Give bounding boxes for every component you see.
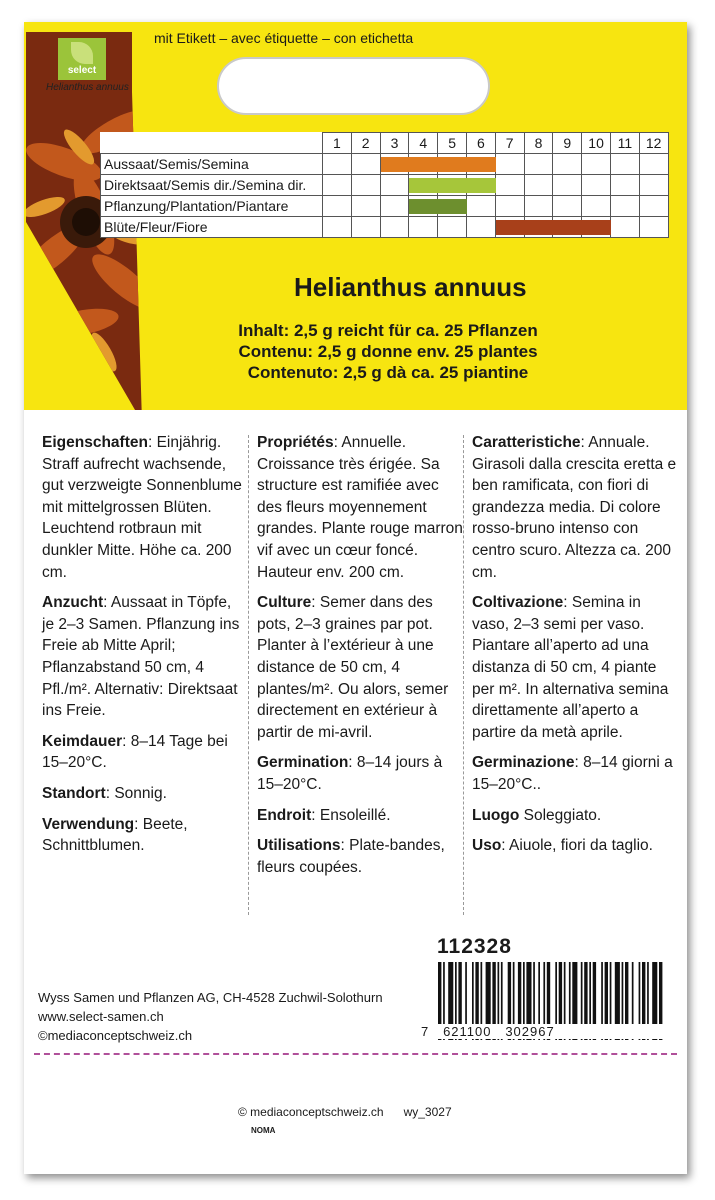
- calendar-row-label: Aussaat/Semis/Semina: [101, 154, 323, 175]
- description-paragraph: [42, 814, 247, 857]
- paragraph-heading: Anzucht: [42, 594, 104, 612]
- logo-text: select: [67, 65, 97, 76]
- contents-block: [238, 320, 538, 383]
- column-german: [42, 432, 247, 866]
- month-label: 2: [351, 133, 380, 154]
- contents-fr: Contenu: 2,5 g donne env. 25 plantes: [238, 342, 538, 361]
- calendar-row: [101, 154, 669, 175]
- paragraph-text: : Sonnig.: [105, 784, 167, 802]
- paragraph-text: : Plate-bandes, fleurs coupées.: [257, 837, 445, 876]
- paragraph-text: : Semer dans des pots, 2–3 graines par pot. Planter à l’extérieur à une distance de 50 cm, 4 plantes/m². Ou alors, semer directement en extérieur à partir de mi-avril.: [257, 594, 449, 741]
- month-label: 3: [380, 133, 409, 154]
- cut-line: [34, 1053, 677, 1055]
- yellow-header-panel: [24, 22, 687, 410]
- paragraph-heading: Uso: [472, 837, 502, 855]
- month-label: 12: [639, 133, 668, 154]
- month-label: 7: [495, 133, 524, 154]
- barcode-digits: 7 621100 302967: [419, 1024, 671, 1039]
- contents-it: Contenuto: 2,5 g dà ca. 25 piantine: [247, 363, 529, 382]
- tag-species-name: Helianthus annuus: [46, 82, 129, 93]
- month-label: 8: [524, 133, 553, 154]
- description-paragraph: [42, 731, 247, 774]
- month-label: 4: [409, 133, 438, 154]
- select-logo: [58, 38, 106, 80]
- paragraph-heading: Coltivazione: [472, 594, 564, 612]
- sowing-calendar: [100, 132, 669, 238]
- column-french: [257, 432, 463, 887]
- month-label: 10: [582, 133, 611, 154]
- description-paragraph: [472, 805, 677, 827]
- calendar-row-label: Pflanzung/Plantation/Piantare: [101, 196, 323, 217]
- month-label: 11: [610, 133, 639, 154]
- leaf-icon: [71, 42, 93, 64]
- description-paragraph: [42, 432, 247, 583]
- month-label: 1: [323, 133, 352, 154]
- company-address: Wyss Samen und Pflanzen AG, CH-4528 Zuchwil-Solothurn: [38, 990, 383, 1005]
- calendar-header-row: [101, 133, 669, 154]
- paragraph-heading: Caratteristiche: [472, 434, 581, 451]
- paragraph-text: : 8–14 giorni a 15–20°C..: [472, 754, 673, 793]
- paragraph-heading: Verwendung: [42, 815, 135, 833]
- paragraph-heading: Luogo: [472, 806, 520, 824]
- calendar-row-label: Direktsaat/Semis dir./Semina dir.: [101, 175, 323, 196]
- description-columns: [24, 432, 687, 922]
- paragraph-text: Soleggiato.: [519, 806, 602, 824]
- month-label: 6: [466, 133, 495, 154]
- paragraph-heading: Germination: [257, 754, 349, 772]
- description-paragraph: [257, 835, 463, 878]
- paragraph-text: : 8–14 Tage bei 15–20°C.: [42, 732, 228, 772]
- paragraph-heading: Propriétés: [257, 434, 334, 451]
- paragraph-text: : Ensoleillé.: [311, 806, 391, 824]
- calendar-row: [101, 217, 669, 238]
- calendar-row: [101, 196, 669, 217]
- paragraph-heading: Eigenschaften: [42, 434, 148, 451]
- paragraph-heading: Germinazione: [472, 754, 575, 772]
- calendar-row-label: Blüte/Fleur/Fiore: [101, 217, 323, 238]
- description-paragraph: [472, 592, 677, 743]
- description-paragraph: [472, 432, 677, 583]
- description-paragraph: [42, 592, 247, 722]
- paragraph-text: : Semina in vaso, 2–3 semi per vaso. Piantare all’aperto ad una distanza di 50 cm, 4 piante per m². In alternativa semina direttamente all’aperto a partire da metà aprile.: [472, 594, 669, 741]
- month-label: 9: [553, 133, 582, 154]
- description-paragraph: [42, 783, 247, 805]
- paragraph-heading: Keimdauer: [42, 732, 123, 750]
- paragraph-text: : Beete, Schnittblumen.: [42, 815, 188, 855]
- description-paragraph: [257, 592, 463, 743]
- month-label: 5: [438, 133, 467, 154]
- description-paragraph: [257, 432, 463, 583]
- paragraph-heading: Culture: [257, 594, 312, 612]
- paragraph-heading: Standort: [42, 784, 106, 802]
- product-title: Helianthus annuus: [294, 272, 527, 302]
- paragraph-heading: Endroit: [257, 806, 312, 824]
- paragraph-text: : 8–14 jours à 15–20°C.: [257, 754, 443, 793]
- contents-de: Inhalt: 2,5 g reicht für ca. 25 Pflanzen: [238, 321, 538, 340]
- footer-address: [38, 988, 383, 1045]
- credit-line: © mediaconceptschweiz.ch wy_3027: [238, 1105, 452, 1119]
- copyright: ©mediaconceptschweiz.ch: [38, 1028, 193, 1043]
- paragraph-heading: Utilisations: [257, 837, 341, 855]
- printer-mark: NOMA: [251, 1126, 276, 1135]
- description-paragraph: [472, 835, 677, 857]
- paragraph-text: : Einjährig. Straff aufrecht wachsende, gut verzweigte Sonnenblume mit mittelgrossen Blüten. Leuchtend rotbraun mit dunkler Mitte. Höhe ca. 200 cm.: [42, 434, 242, 581]
- description-paragraph: [257, 805, 463, 827]
- description-paragraph: [472, 752, 677, 795]
- paragraph-text: : Aussaat in Töpfe, je 2–3 Samen. Pflanzung ins Freie ab Mitte April; Pflanzabstand 50 cm, 4 Pfl./m². Alternativ: Direktsaat ins Freie.: [42, 594, 240, 720]
- calendar-row: [101, 175, 669, 196]
- paragraph-text: : Annuale. Girasoli dalla crescita eretta e ben ramificata, con fiori di grandezza media. Di colore rosso-bruno intenso con centro scuro. Altezza ca. 200 cm.: [472, 434, 677, 581]
- column-italian: [472, 432, 677, 866]
- website: www.select-samen.ch: [38, 1009, 164, 1024]
- tagline: mit Etikett – avec étiquette – con etichetta: [154, 30, 414, 46]
- paragraph-text: : Aiuole, fiori da taglio.: [501, 837, 653, 855]
- paragraph-text: : Annuelle. Croissance très érigée. Sa structure est ramifiée avec des fleurs moyennement grandes. Plante rouge marron vif avec un cœur foncé. Hauteur env. 200 cm.: [257, 434, 463, 581]
- description-paragraph: [257, 752, 463, 795]
- hang-hole: [217, 57, 490, 115]
- seed-packet-back: [24, 22, 687, 1174]
- article-number: 112328: [437, 935, 512, 958]
